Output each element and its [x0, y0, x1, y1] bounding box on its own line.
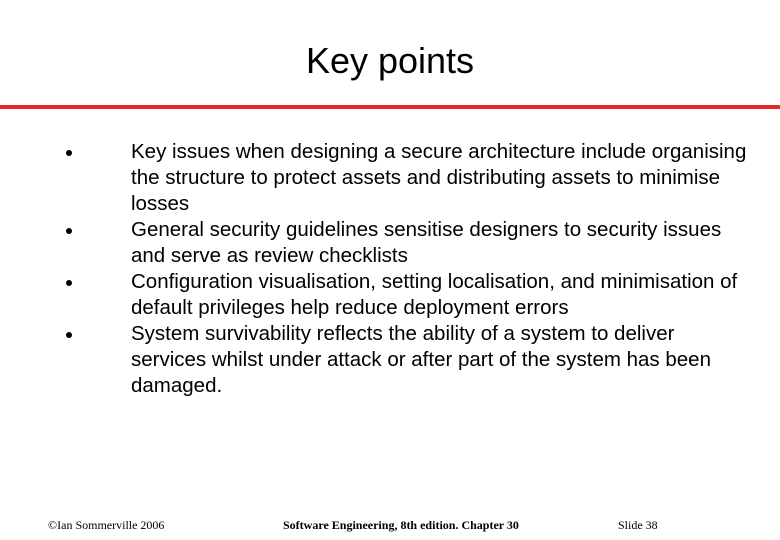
- footer-slide-number: Slide 38: [618, 518, 658, 532]
- bullet-text: System survivability reflects the ability of a system to deliver services whilst under attack or after part of the system has been damaged.: [131, 322, 711, 397]
- bullet-text: Key issues when designing a secure architecture include organising the structure to protect assets and distributing assets to minimise losses: [131, 140, 747, 215]
- bullet-item: [0, 321, 751, 399]
- bullet-item: [0, 269, 751, 321]
- footer-book-title: Software Engineering, 8th edition. Chapter 30: [283, 518, 519, 532]
- bullet-dot-icon: [66, 150, 72, 156]
- bullet-item: [0, 139, 751, 217]
- slide-title: Key points: [305, 40, 475, 81]
- bullet-item: [0, 217, 751, 269]
- footer-copyright: ©Ian Sommerville 2006: [48, 518, 165, 532]
- title-divider: [0, 105, 780, 109]
- bullet-dot-icon: [66, 228, 72, 234]
- bullet-dot-icon: [66, 332, 72, 338]
- bullet-text: Configuration visualisation, setting localisation, and minimisation of default privileges help reduce deployment errors: [131, 270, 738, 319]
- bullet-dot-icon: [66, 280, 72, 286]
- key-points-list: [0, 139, 780, 399]
- bullet-text: General security guidelines sensitise designers to security issues and serve as review checklists: [131, 218, 722, 267]
